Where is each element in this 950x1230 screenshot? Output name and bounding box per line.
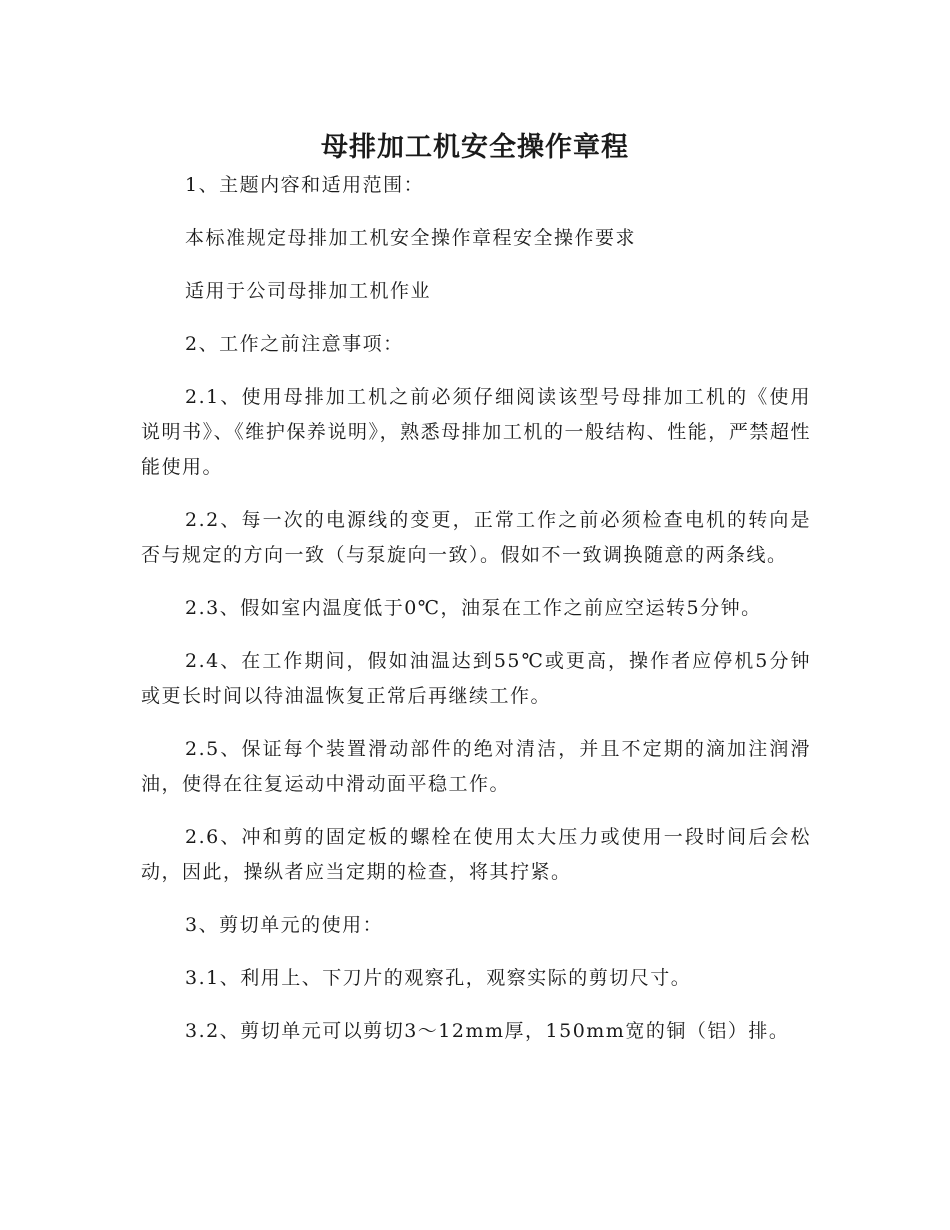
document-body	[141, 168, 811, 1067]
clause-3-1: 3.1、利用上、下刀片的观察孔，观察实际的剪切尺寸。	[185, 967, 692, 989]
section-1-heading: 1、主题内容和适用范围：	[185, 174, 425, 196]
section-2-heading: 2、工作之前注意事项：	[185, 333, 404, 355]
clause-2-1: 2.1、使用母排加工机之前必须仔细阅读该型号母排加工机的《使用说明书》、《维护保养说明》，熟悉母排加工机的一般结构、性能，严禁超性能使用。	[141, 386, 811, 478]
section-3-heading: 3、剪切单元的使用：	[185, 914, 384, 936]
clause-2-6: 2.6、冲和剪的固定板的螺栓在使用太大压力或使用一段时间后会松动，因此，操纵者应当定期的检查，将其拧紧。	[141, 826, 811, 883]
clause-2-2: 2.2、每一次的电源线的变更，正常工作之前必须检查电机的转向是否与规定的方向一致（与泵旋向一致）。假如不一致调换随意的两条线。	[141, 509, 811, 566]
applicability-statement: 适用于公司母排加工机作业	[185, 280, 432, 302]
clause-2-5: 2.5、保证每个装置滑动部件的绝对清洁，并且不定期的滴加注润滑油，使得在往复运动中滑动面平稳工作。	[141, 738, 811, 795]
scope-statement: 本标准规定母排加工机安全操作章程安全操作要求	[185, 227, 637, 249]
clause-2-3: 2.3、假如室内温度低于0℃，油泵在工作之前应空运转5分钟。	[185, 597, 762, 619]
clause-3-2: 3.2、剪切单元可以剪切3～12mm厚，150mm宽的铜（铝）排。	[185, 1020, 790, 1042]
clause-2-4: 2.4、在工作期间，假如油温达到55℃或更高，操作者应停机5分钟或更长时间以待油温恢复正常后再继续工作。	[141, 650, 811, 707]
document-title: 母排加工机安全操作章程	[321, 132, 629, 164]
